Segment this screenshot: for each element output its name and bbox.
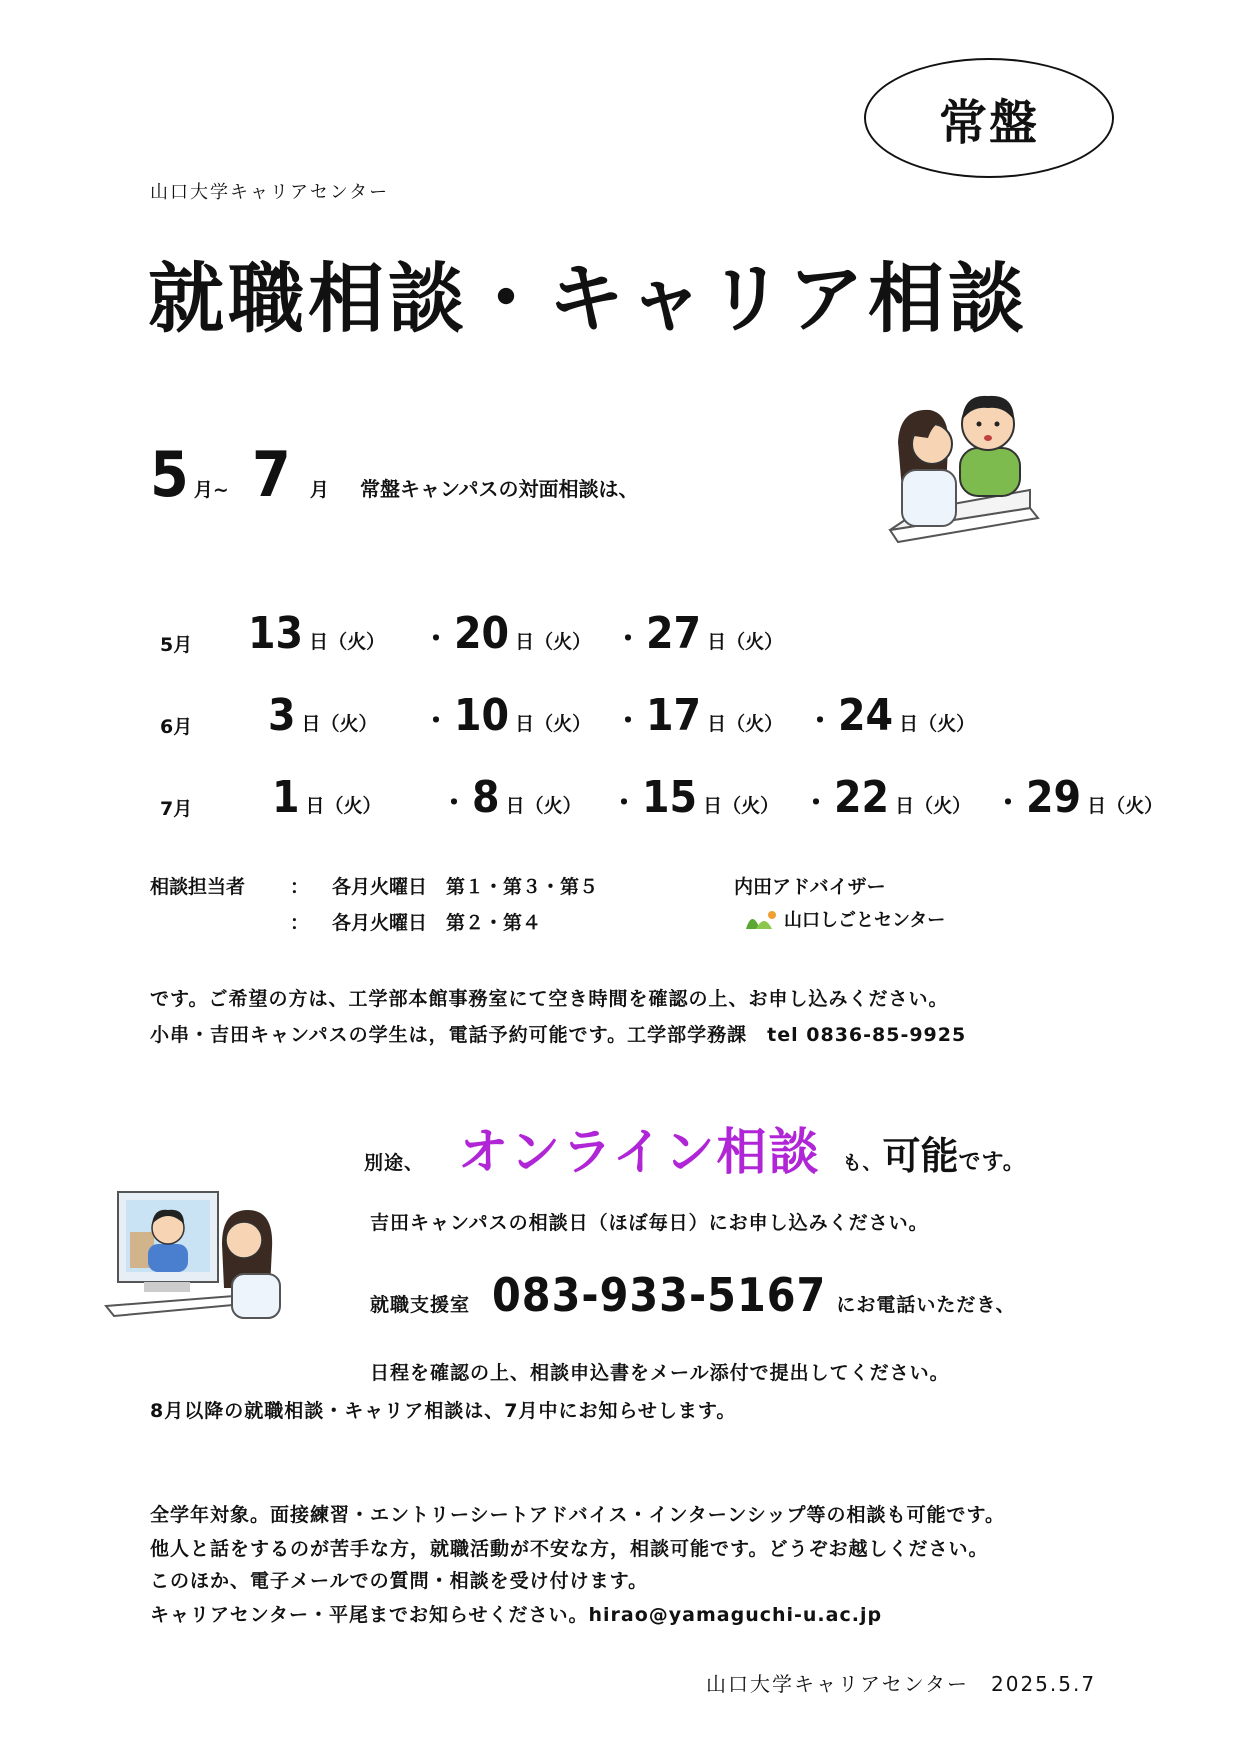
period-tilde: ~ xyxy=(212,479,229,501)
schedule-date: ・17 日（火） xyxy=(614,690,784,741)
schedule-date: ・15 日（火） xyxy=(610,772,780,823)
logo-text: 山口しごとセンター xyxy=(784,910,946,931)
staff-colon: ： xyxy=(290,876,310,898)
info-line: このほか、電子メールでの質問・相談を受け付けます。 xyxy=(150,1570,649,1592)
online-consultation-headline xyxy=(364,1112,1026,1184)
online-highlight: オンライン相談 xyxy=(458,1123,821,1181)
online-possible: 可能 xyxy=(882,1134,959,1178)
yamaguchi-shigoto-center-logo xyxy=(744,907,778,931)
period-description: 常盤キャンパスの対面相談は、 xyxy=(359,477,639,501)
schedule-date: 3 日（火） xyxy=(268,690,378,741)
note-line: です。ご希望の方は、工学部本館事務室にて空き時間を確認の上、お申し込みください。 xyxy=(150,988,949,1010)
schedule-month-label: 7月 xyxy=(160,798,193,820)
info-line: キャリアセンター・平尾までお知らせください。hirao@yamaguchi-u.ac.jp xyxy=(150,1604,883,1626)
organization-name: 山口大学キャリアセンター xyxy=(150,182,390,203)
period-end-month: 7 xyxy=(251,438,291,511)
online-consultation-illustration xyxy=(104,1188,290,1322)
online-mid: も、 xyxy=(842,1152,883,1174)
online-line-4: 8月以降の就職相談・キャリア相談は、7月中にお知らせします。 xyxy=(150,1400,737,1422)
schedule-date: ・24 日（火） xyxy=(806,690,976,741)
schedule-date: ・20 日（火） xyxy=(422,608,592,659)
schedule-date: 1 日（火） xyxy=(272,772,382,823)
online-line-3: 日程を確認の上、相談申込書をメール添付で提出してください。 xyxy=(370,1362,950,1384)
info-line: 他人と話をするのが苦手な方，就職活動が不安な方，相談可能です。どうぞお越しください。 xyxy=(150,1538,989,1560)
phone-suffix: にお電話いただき、 xyxy=(836,1294,1016,1316)
period-line xyxy=(150,438,639,511)
phone-line xyxy=(370,1268,1016,1322)
online-line-1: 吉田キャンパスの相談日（ほぼ毎日）にお申し込みください。 xyxy=(370,1212,929,1234)
campus-label: 常盤 xyxy=(864,58,1114,178)
online-suffix: です。 xyxy=(958,1150,1026,1175)
shigoto-center-logo xyxy=(744,906,945,932)
note-line: 小串・吉田キャンパスの学生は，電話予約可能です。工学部学務課 tel 0836-85-9925 xyxy=(150,1024,967,1046)
staff-colon: ： xyxy=(290,912,310,934)
info-line: 全学年対象。面接練習・エントリーシートアドバイス・インターンシップ等の相談も可能です。 xyxy=(150,1504,1005,1526)
online-prefix: 別途、 xyxy=(364,1152,425,1174)
period-end-unit: 月 xyxy=(309,479,329,501)
schedule-date: ・22 日（火） xyxy=(802,772,972,823)
schedule-month-label: 6月 xyxy=(160,716,193,738)
staff-schedule-1: 各月火曜日 第１・第３・第５ xyxy=(332,876,599,898)
schedule-date: ・8 日（火） xyxy=(440,772,582,823)
schedule-month-label: 5月 xyxy=(160,634,193,656)
schedule-date: ・29 日（火） xyxy=(994,772,1164,823)
staff-label: 相談担当者 xyxy=(150,876,246,898)
phone-number: 083-933-5167 xyxy=(492,1268,827,1322)
schedule-date: ・27 日（火） xyxy=(614,608,784,659)
advisor-name: 内田アドバイザー xyxy=(734,876,886,898)
footer: 山口大学キャリアセンター 2025.5.7 xyxy=(706,1672,1097,1696)
schedule-date: 13 日（火） xyxy=(248,608,386,659)
period-start-month: 5 xyxy=(150,438,189,511)
schedule-date: ・10 日（火） xyxy=(422,690,592,741)
staff-schedule-2: 各月火曜日 第２・第４ xyxy=(332,912,542,934)
phone-prefix: 就職支援室 xyxy=(370,1294,471,1316)
face-to-face-consultation-illustration xyxy=(880,390,1040,550)
period-start-unit: 月 xyxy=(193,479,213,501)
page-title: 就職相談・キャリア相談 xyxy=(148,254,1028,343)
